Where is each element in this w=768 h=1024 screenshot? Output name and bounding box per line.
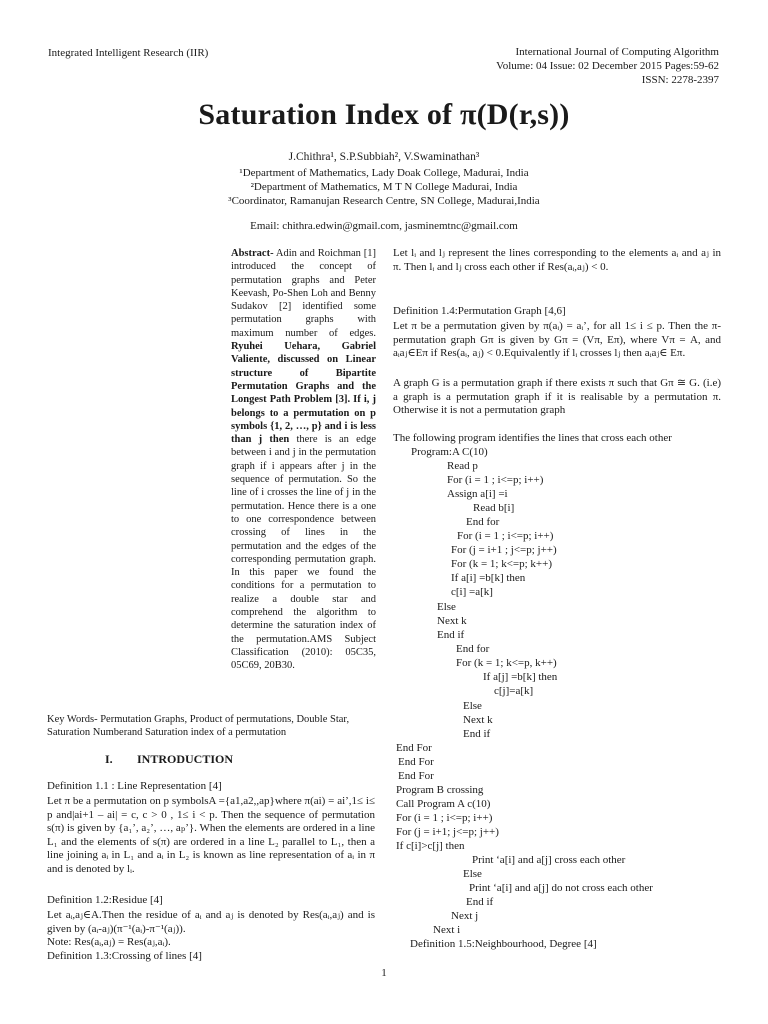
code-line: Print ‘a[i] and a[j] do not cross each other: [469, 882, 653, 894]
authors: J.Chithra¹, S.P.Subbiah², V.Swaminathan³: [288, 151, 480, 163]
code-line: c[i] =a[k]: [451, 586, 493, 598]
code-line: End For: [398, 756, 434, 768]
code-line: End if: [463, 728, 491, 740]
definition-1-5-heading: Definition 1.5:Neighbourhood, Degree [4]: [410, 938, 597, 950]
program-intro: The following program identifies the lines that cross each other: [393, 432, 672, 444]
code-line: For (j = i+1 ; j<=p; j++): [451, 544, 557, 556]
code-line: If a[i] =b[k] then: [451, 572, 526, 584]
definition-1-1-heading: Definition 1.1 : Line Representation [4]: [47, 780, 222, 792]
code-line: Next k: [437, 615, 467, 627]
page-number: 1: [381, 967, 387, 979]
affiliation-1: ¹Department of Mathematics, Lady Doak College, Madurai, India: [239, 167, 529, 179]
section-heading: [105, 752, 233, 767]
code-line: Else: [463, 868, 482, 880]
definition-1-3-heading: Definition 1.3:Crossing of lines [4]: [47, 950, 202, 962]
crossing-text: Let lᵢ and lⱼ represent the lines corresponding to the elements aᵢ and aⱼ in π. Then lᵢ and lⱼ cross each other if Res(aᵢ,aⱼ) < 0.: [393, 247, 721, 273]
code-line: Assign a[i] =i: [447, 488, 508, 500]
abstract: [231, 247, 376, 673]
code-line: End For: [396, 742, 432, 754]
affiliation-2: ²Department of Mathematics, M T N College Madurai, India: [250, 181, 518, 193]
code-line: For (k = 1; k<=p, k++): [456, 657, 557, 669]
code-line: Else: [437, 601, 456, 613]
code-line: For (i = 1 ; i<=p; i++): [447, 474, 544, 486]
code-line: Program B crossing: [396, 784, 484, 796]
code-line: Next i: [433, 924, 461, 936]
code-line: For (i = 1 ; i<=p; i++): [457, 530, 554, 542]
abstract-text-2: there is an edge between i and j in the permutation graph if i appears after j in the sequence of permutation. So the line of i crosses the line of j in the permutation. Hence there is a one to one correspondence between crossing of lines in the permutation and the edges of the corresponding permutation graph. In this paper we found the conditions for a permutation to realize a double star and comprehend the algorithm to determine the saturation index of the permutation.AMS Subject Classification (2010): 05C35, 05C69, 20B30.: [231, 434, 376, 672]
code-line: c[j]=a[k]: [494, 685, 534, 697]
journal-source: Integrated Intelligent Research (IIR): [48, 47, 209, 59]
journal-volume: Volume: 04 Issue: 02 December 2015 Pages:59-62: [496, 60, 719, 72]
keywords: Key Words- Permutation Graphs, Product of permutations, Double Star, Saturation Numberand Saturation index of a permutation: [47, 714, 350, 738]
email-line: Email: chithra.edwin@gmail.com, jasminemtnc@gmail.com: [250, 220, 518, 232]
definition-1-2-heading: Definition 1.2:Residue [4]: [47, 894, 163, 906]
code-line: End for: [456, 643, 490, 655]
code-line: Next k: [463, 714, 493, 726]
definition-1-4-heading: Definition 1.4:Permutation Graph [4,6]: [393, 305, 566, 317]
definition-1-2-text: Let aᵢ,aⱼ∈A.Then the residue of aᵢ and aⱼ is denoted by Res(aᵢ,aⱼ) and is given by (aᵢ-aⱼ)(π⁻¹(aᵢ)-π⁻¹(aⱼ)).: [47, 909, 375, 935]
code-line: Print ‘a[i] and a[j] cross each other: [472, 854, 626, 866]
definition-1-1-text: Let π be a permutation on p symbolsA ={a1,a2,,ap}where π(ai) = ai’,1≤ i≤ p and|ai+1 – ai| = c, c > 0 , 1≤ i < p. Then the sequence of permutation s(π) is given by {a₁’, a₂’, …, aₚ’}. When the elements are ordered in a line L₁ and the elements of s(π) are ordered in a line L₂ parallel to L₁, then a line joining aᵢ in L₁ and aᵢ in L₂ is known as line representation of aᵢ in π and is denoted by lᵢ.: [47, 795, 375, 875]
abstract-text-1: Adin and Roichman [1] introduced the concept of permutation graphs and Peter Keevash, Po-Shen Loh and Benny Sudakov [2] identified some permutation graphs with maximum number of edges.: [231, 248, 376, 339]
code-line: End for: [466, 516, 500, 528]
definition-1-4-text: Let π be a permutation given by π(aᵢ) = aᵢ’, for all 1≤ i ≤ p. Then the π-permutation graph Gπ is given by Gπ = (Vπ, Eπ), where Vπ = A, and aᵢaⱼ∈Eπ if Res(aᵢ, aⱼ) < 0.Equivalently if lᵢ crosses lⱼ then aᵢaⱼ∈ Eπ.: [393, 320, 721, 359]
residue-note: Note: Res(aᵢ,aⱼ) = Res(aⱼ,aᵢ).: [47, 936, 171, 948]
code-line: If c[i]>c[j] then: [396, 840, 465, 852]
journal-issn: ISSN: 2278-2397: [641, 74, 719, 86]
journal-info: [483, 45, 719, 87]
section-title: INTRODUCTION: [137, 752, 234, 766]
code-line: End For: [398, 770, 434, 782]
code-line: Else: [463, 700, 482, 712]
code-line: If a[j] =b[k] then: [483, 671, 558, 683]
abstract-label: Abstract-: [231, 248, 274, 259]
code-line: For (j = i+1; j<=p; j++): [396, 826, 499, 838]
code-line: End if: [437, 629, 465, 641]
code-line: Next j: [451, 910, 479, 922]
code-line: For (k = 1; k<=p; k++): [451, 558, 552, 570]
affiliation-3: ³Coordinator, Ramanujan Research Centre, SN College, Madurai,India: [228, 195, 540, 207]
code-line: Program:A C(10): [411, 446, 488, 458]
code-line: Call Program A c(10): [396, 798, 491, 810]
code-line: For (i = 1 ; i<=p; i++): [396, 812, 493, 824]
paper-title: Saturation Index of π(D(r,s)): [198, 98, 570, 131]
journal-name: International Journal of Computing Algorithm: [515, 46, 719, 58]
code-line: End if: [466, 896, 494, 908]
section-number: I.: [105, 752, 113, 766]
permutation-graph-text: A graph G is a permutation graph if there exists π such that Gπ ≅ G. (i.e) a graph is a permutation graph if it is realisable by a permutation π. Otherwise it is not a permutation graph: [393, 377, 721, 416]
abstract-text-bold: Ryuhei Uehara, Gabriel Valiente, discussed on Linear structure of Bipartite Permutation Graphs and the Longest Path Problem [3]. If i, j belongs to a permutation on p symbols {1, 2, …, p} and i is less than j then: [231, 341, 376, 446]
code-line: Read p: [447, 460, 478, 472]
code-line: Read b[i]: [473, 502, 515, 514]
